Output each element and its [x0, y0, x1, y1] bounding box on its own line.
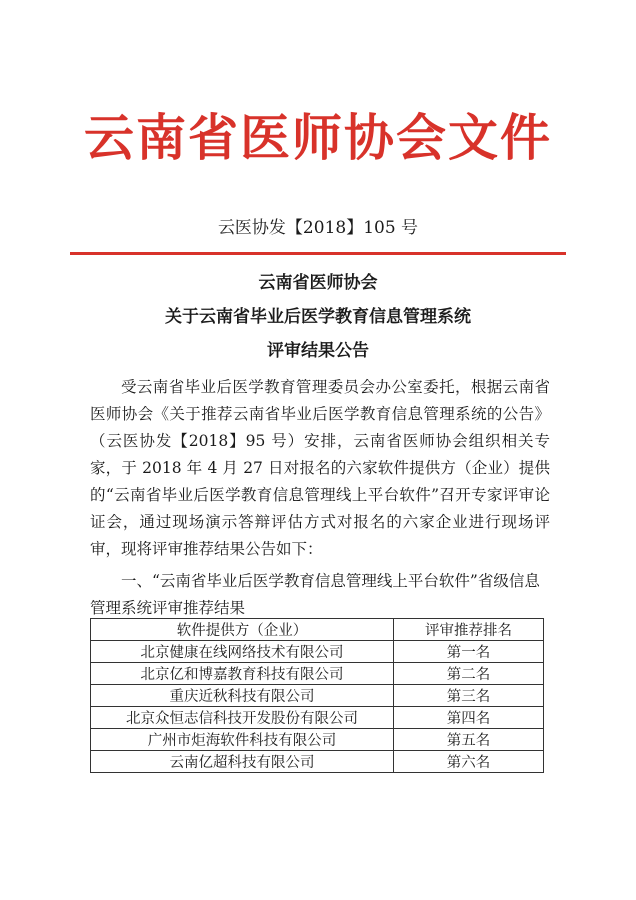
rank: 第四名 — [393, 707, 543, 729]
vendor-name: 北京健康在线网络技术有限公司 — [91, 641, 394, 663]
rank: 第三名 — [393, 685, 543, 707]
vendor-name: 云南亿超科技有限公司 — [91, 751, 394, 773]
table-header-row — [91, 619, 544, 641]
title-kind: 评审结果公告 — [267, 341, 369, 361]
section-heading: 一、“云南省毕业后医学教育信息管理线上平台软件”省级信息管理系统评审推荐结果 — [90, 572, 540, 617]
masthead-title: 云南省医师协会文件 — [84, 108, 552, 167]
title-organization: 云南省医师协会 — [258, 273, 378, 293]
vendor-name: 北京亿和博嘉教育科技有限公司 — [91, 663, 394, 685]
vendor-name: 广州市炬海软件科技有限公司 — [91, 729, 394, 751]
table-row — [91, 663, 544, 685]
table-row — [91, 751, 544, 773]
body-paragraph: 受云南省毕业后医学教育管理委员会办公室委托，根据云南省医师协会《关于推荐云南省毕业后医学教育信息管理系统的公告》（云医协发【2018】95 号）安排，云南省医师协会组织相关专家，于 2018 年 4 月 27 日对报名的六家软件提供方（企业）提供的“云南省毕业后医学教育信息管理线上平台软件”召开专家评审论证会，通过现场演示答辩评估方式对报名的六家企业进行现场评审，现将评审推荐结果公告如下： — [90, 378, 550, 558]
vendor-name: 北京众恒志信科技开发股份有限公司 — [91, 707, 394, 729]
table-row — [91, 729, 544, 751]
rank: 第五名 — [393, 729, 543, 751]
document-number: 云医协发【2018】105 号 — [217, 218, 419, 238]
vendor-name: 重庆近秋科技有限公司 — [91, 685, 394, 707]
header-rank: 评审推荐排名 — [393, 619, 543, 641]
results-table — [90, 618, 544, 773]
rank: 第六名 — [393, 751, 543, 773]
table-row — [91, 641, 544, 663]
rank: 第一名 — [393, 641, 543, 663]
red-divider-line — [70, 252, 566, 255]
table-row — [91, 707, 544, 729]
title-subject: 关于云南省毕业后医学教育信息管理系统 — [165, 307, 471, 327]
header-vendor: 软件提供方（企业） — [91, 619, 394, 641]
rank: 第二名 — [393, 663, 543, 685]
table-row — [91, 685, 544, 707]
